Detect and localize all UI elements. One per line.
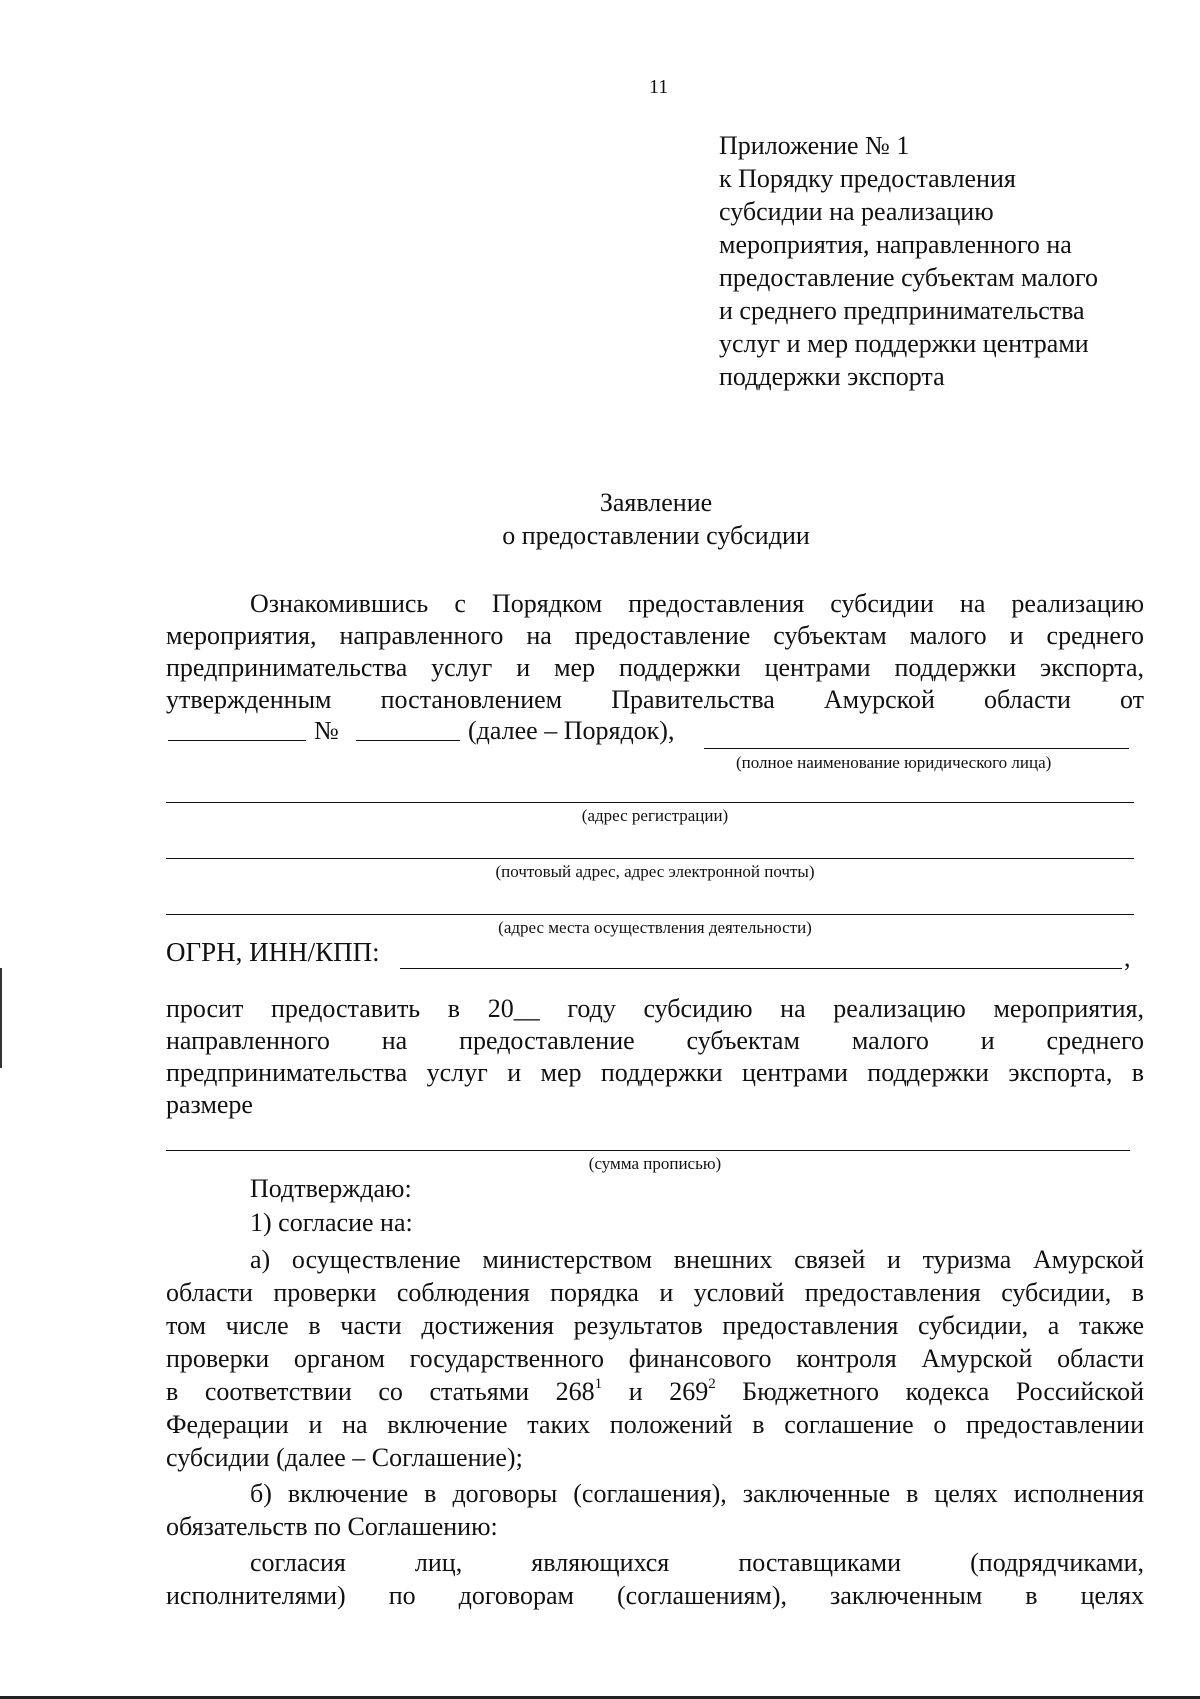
legal-name-blank	[704, 748, 1129, 749]
articles-text-3: Бюджетного кодекса Российской	[715, 1377, 1145, 1406]
scan-edge-mark	[0, 968, 2, 1068]
confirm-item-1: 1) согласие на:	[250, 1208, 413, 1237]
appendix-line: предоставление субъектам малого	[719, 263, 1098, 292]
ogrn-label: ОГРН, ИНН/КПП:	[166, 937, 380, 967]
date-blank	[168, 740, 306, 741]
appendix-line: и среднего предпринимательства	[719, 296, 1085, 325]
request-line: размере	[166, 1090, 253, 1119]
legal-name-caption: (полное наименование юридического лица)	[736, 753, 1052, 772]
consent-line: согласия лиц, являющихся поставщиками (подрядчиками,	[250, 1548, 1144, 1577]
intro-line: утвержденным постановлением Правительства Амурской области от	[166, 685, 1144, 714]
confirm-b-line: б) включение в договоры (соглашения), заключенные в целях исполнения	[250, 1479, 1144, 1508]
consent-line: исполнителями) по договорам (соглашениям), заключенным в целях	[166, 1581, 1144, 1610]
number-sign: №	[314, 716, 339, 745]
request-line: предпринимательства услуг и мер поддержки центрами поддержки экспорта, в	[166, 1058, 1144, 1087]
appendix-line: субсидии на реализацию	[719, 197, 994, 226]
confirm-a-line: проверки органом государственного финансового контроля Амурской области	[166, 1344, 1144, 1373]
poryadok-reference: (далее – Порядок),	[468, 716, 675, 745]
request-line: просит предоставить в 20__ году субсидию на реализацию мероприятия,	[166, 994, 1144, 1023]
intro-line: мероприятия, направленного на предоставление субъектам малого и среднего	[166, 621, 1144, 650]
page-number: 11	[649, 76, 669, 98]
number-blank	[356, 740, 460, 741]
articles-text-1: в соответствии со статьями 268	[166, 1377, 595, 1406]
activity-blank	[166, 914, 1134, 915]
appendix-line: мероприятия, направленного на	[719, 230, 1072, 259]
intro-line: предпринимательства услуг и мер поддержки центрами поддержки экспорта,	[166, 653, 1144, 682]
registration-blank	[166, 802, 1134, 803]
intro-line: Ознакомившись с Порядком предоставления субсидии на реализацию	[250, 589, 1144, 618]
document-subtitle: о предоставлении субсидии	[502, 521, 810, 550]
request-line: направленного на предоставление субъектам малого и среднего	[166, 1026, 1144, 1055]
confirm-a-line: субсидии (далее – Соглашение);	[166, 1443, 523, 1472]
superscript-1: 1	[594, 1376, 603, 1393]
sum-blank	[166, 1150, 1130, 1151]
confirm-a-line: области проверки соблюдения порядка и условий предоставления субсидии, в	[166, 1278, 1144, 1307]
superscript-2: 2	[708, 1376, 716, 1393]
confirm-b-line: обязательств по Соглашению:	[166, 1512, 498, 1541]
ogrn-blank	[400, 968, 1122, 969]
appendix-line: к Порядку предоставления	[719, 164, 1016, 193]
confirm-a-line: том числе в части достижения результатов предоставления субсидии, а также	[166, 1311, 1144, 1340]
postal-blank	[166, 858, 1134, 859]
confirm-a-line: а) осуществление министерством внешних связей и туризма Амурской	[250, 1245, 1144, 1274]
activity-caption: (адрес места осуществления деятельности)	[498, 918, 812, 937]
articles-text-2: и 269	[602, 1377, 709, 1406]
sum-caption: (сумма прописью)	[588, 1154, 722, 1173]
appendix-line: поддержки экспорта	[719, 362, 945, 391]
document-title: Заявление	[599, 488, 713, 517]
appendix-line: Приложение № 1	[719, 131, 910, 160]
confirm-a-line: Федерации и на включение таких положений в соглашение о предоставлении	[166, 1410, 1144, 1439]
ogrn-comma: ,	[1124, 943, 1131, 972]
postal-caption: (почтовый адрес, адрес электронной почты)	[495, 862, 815, 881]
appendix-line: услуг и мер поддержки центрами	[719, 329, 1089, 358]
confirm-a-line-articles	[166, 1377, 1144, 1407]
confirm-heading: Подтверждаю:	[250, 1174, 412, 1203]
registration-caption: (адрес регистрации)	[581, 806, 729, 825]
